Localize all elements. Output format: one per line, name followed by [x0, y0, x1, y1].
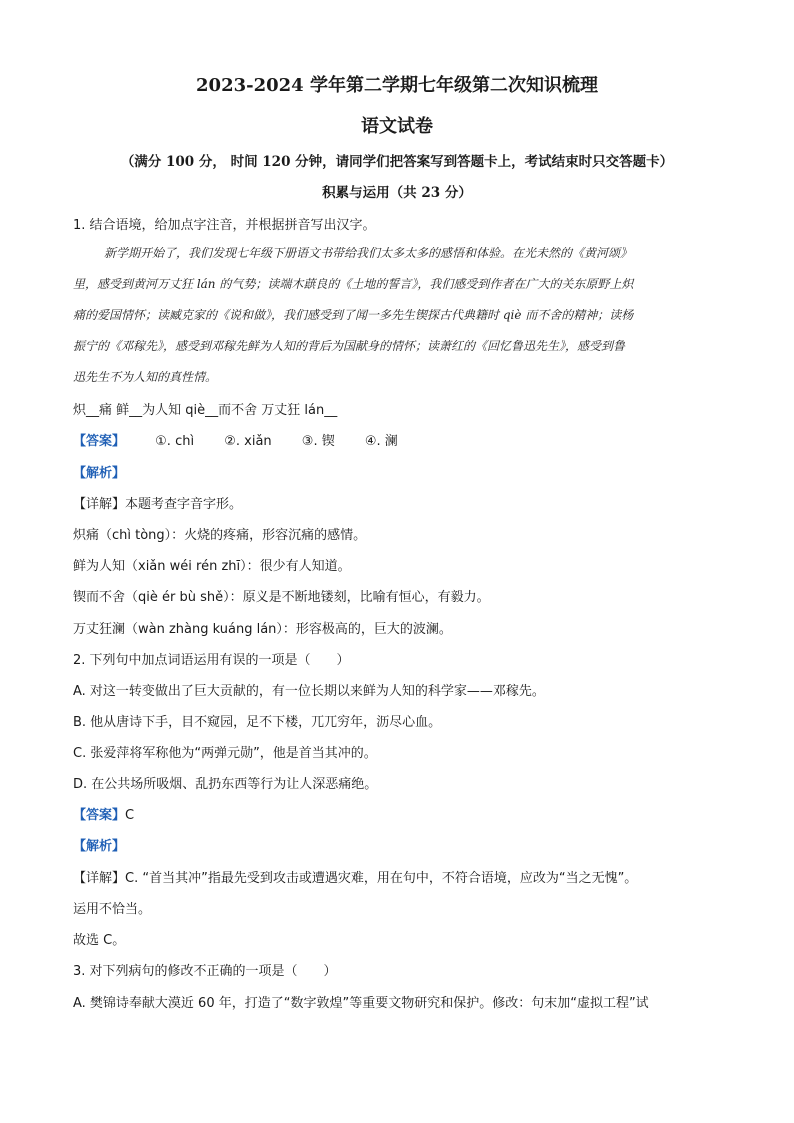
- q2-option-c: C. 张爱萍将军称他为“两弹元勋”，他是首当其冲的。: [73, 746, 377, 761]
- q1-passage-line-4: 振宁的《邓稼先》，感受到邓稼先鲜为人知的背后为国献身的情怀；读萧红的《回忆鲁迅先生》，感受到鲁: [73, 339, 626, 353]
- exam-title: 2023-2024 学年第二学期七年级第二次知识梳理: [196, 75, 598, 96]
- detail-tag: 【详解】: [73, 497, 126, 512]
- q1-detail-lead: 本题考查字音字形。: [125, 497, 243, 512]
- q2-answer-row: [73, 804, 134, 823]
- answer-tag: 【答案】: [73, 808, 126, 823]
- exam-subtitle: 语文试卷: [361, 116, 433, 137]
- q3-option-a: A. 樊锦诗奉献大漠近 60 年，打造了“数字敦煌”等重要文物研究和保护。修改：句末加“虚拟工程”试: [73, 996, 649, 1011]
- q1-answer-row: [73, 430, 398, 449]
- q1-answer-2: ②. xiǎn: [224, 434, 272, 449]
- q1-passage-line-2: 里，感受到黄河万丈狂 lán 的气势；读端木蕻良的《土地的誓言》，我们感受到作者在广大的关东原野上炽: [73, 277, 634, 291]
- q1-detail-2: 鲜为人知（xiǎn wéi rén zhī）：很少有人知道。: [73, 559, 351, 574]
- q1-passage-line-1: 新学期开始了，我们发现七年级下册语文书带给我们太多太多的感悟和体验。在光未然的《黄河颂》: [104, 246, 633, 260]
- answer-tag: 【答案】: [73, 434, 126, 449]
- q1-passage-line-5: 迅先生不为人知的真性情。: [73, 370, 218, 384]
- q2-detail-row: [73, 867, 637, 886]
- q2-stem: 2. 下列句中加点词语运用有误的一项是（ ）: [73, 653, 350, 668]
- q1-blanks: 炽__痛 鲜__为人知 qiè__而不舍 万丈狂 lán__: [73, 403, 338, 418]
- q2-detail: C. “首当其冲”指最先受到攻击或遭遇灾难，用在句中，不符合语境，应改为“当之无愧”。: [125, 871, 638, 886]
- q1-answer-1: ①. chì: [155, 434, 195, 449]
- detail-tag: 【详解】: [73, 871, 126, 886]
- q1-detail-row: [73, 493, 242, 512]
- q1-analysis-tag: 【解析】: [73, 466, 126, 481]
- q2-option-b: B. 他从唐诗下手，目不窥园，足不下楼，兀兀穷年，沥尽心血。: [73, 715, 442, 730]
- q2-answer: C: [125, 808, 135, 823]
- q1-detail-3: 锲而不舍（qiè ér bù shě）：原义是不断地镂刻，比喻有恒心，有毅力。: [73, 590, 490, 605]
- q2-option-a: A. 对这一转变做出了巨大贡献的，有一位长期以来鲜为人知的科学家——邓稼先。: [73, 684, 545, 699]
- section-heading: 积累与运用（共 23 分）: [322, 185, 472, 201]
- q2-detail-cont: 运用不恰当。: [73, 902, 152, 917]
- q2-analysis-tag: 【解析】: [73, 839, 126, 854]
- q1-answer-3: ③. 锲: [301, 434, 335, 449]
- q1-answer-4: ④. 澜: [364, 434, 398, 449]
- q1-stem: 1. 结合语境，给加点字注音，并根据拼音写出汉字。: [73, 218, 376, 233]
- q1-detail-1: 炽痛（chì tòng）：火烧的疼痛，形容沉痛的感情。: [73, 528, 367, 543]
- q1-detail-4: 万丈狂澜（wàn zhàng kuáng lán）：形容极高的，巨大的波澜。: [73, 622, 452, 637]
- q2-conclusion: 故选 C。: [73, 933, 126, 948]
- q1-passage-line-3: 痛的爱国情怀；读臧克家的《说和做》，我们感受到了闻一多先生锲探古代典籍时 qiè 而不舍的精神；读杨: [73, 308, 634, 322]
- q2-option-d: D. 在公共场所吸烟、乱扔东西等行为让人深恶痛绝。: [73, 777, 378, 792]
- exam-instructions: （满分 100 分， 时间 120 分钟，请同学们把答案写到答题卡上，考试结束时只交答题卡）: [120, 154, 674, 170]
- q3-stem: 3. 对下列病句的修改不正确的一项是（ ）: [73, 964, 337, 979]
